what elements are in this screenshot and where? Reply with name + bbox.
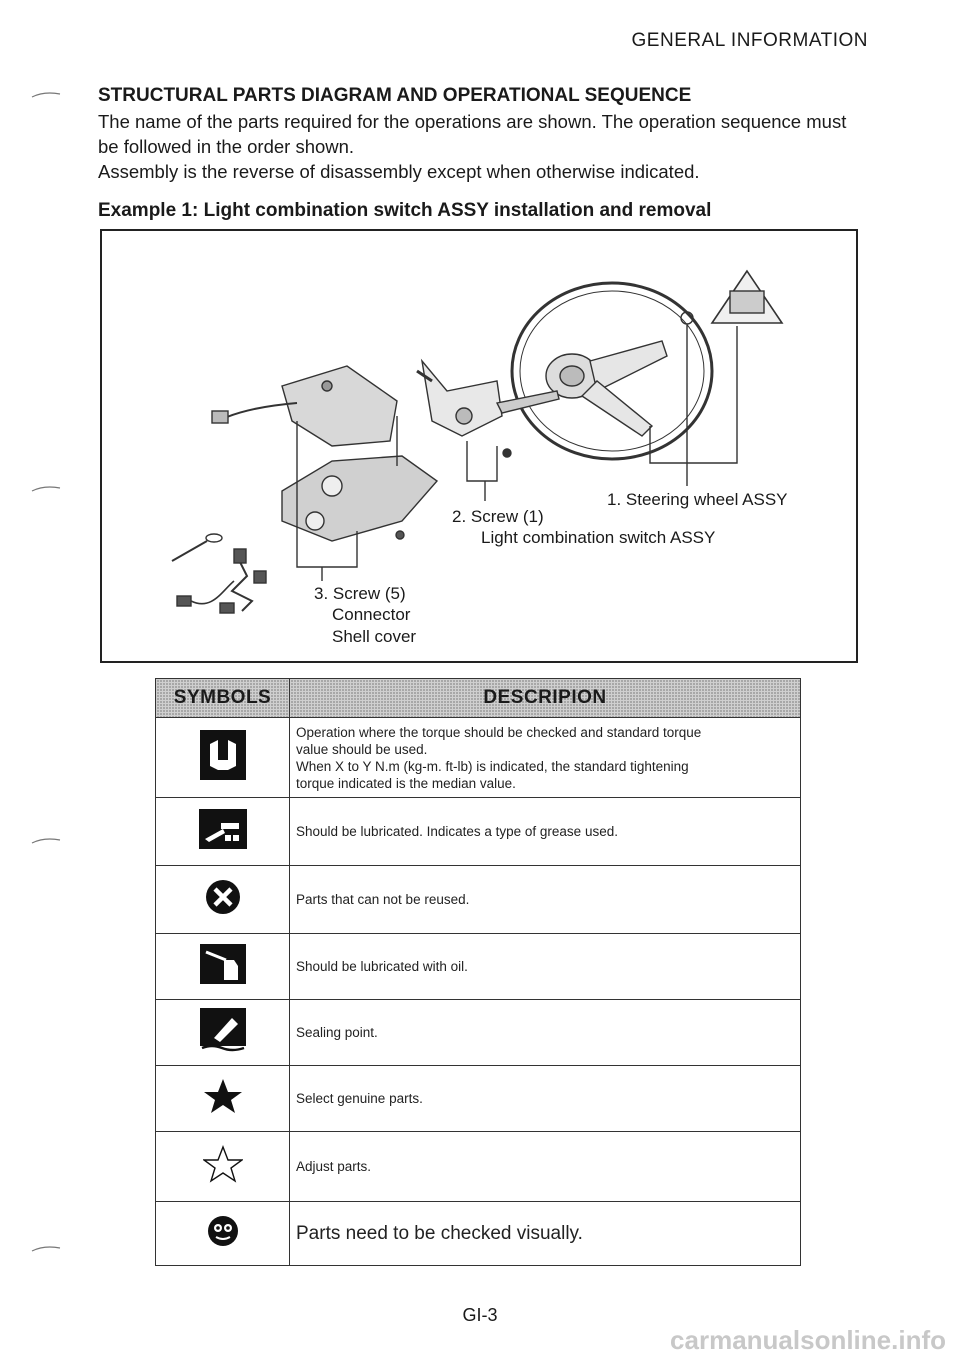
- margin-mark: [30, 1240, 64, 1248]
- symbol-cell: [156, 1132, 290, 1202]
- label-shell-cover: Shell cover: [332, 627, 417, 646]
- sealant-icon: [200, 1008, 246, 1052]
- symbols-header: SYMBOLS: [156, 679, 290, 718]
- symbols-table: [155, 678, 801, 1266]
- exploded-view-illustration: [102, 231, 858, 663]
- outline-star-icon: [203, 1145, 243, 1183]
- label-connector: Connector: [332, 605, 411, 624]
- table-header-row: [156, 679, 801, 718]
- description-line: Sealing point.: [296, 1025, 378, 1040]
- label-screw-5: 3. Screw (5): [314, 584, 406, 603]
- symbol-cell: [156, 1066, 290, 1132]
- symbol-cell: [156, 866, 290, 934]
- description-line: When X to Y N.m (kg-m. ft-lb) is indicated, the standard tightening: [296, 758, 689, 774]
- description-line: Parts need to be checked visually.: [296, 1223, 583, 1244]
- description-line: Should be lubricated with oil.: [296, 959, 468, 974]
- description-line: Adjust parts.: [296, 1159, 372, 1174]
- light-combination-switch: [422, 361, 502, 436]
- description-cell: [290, 1132, 801, 1202]
- table-row: [156, 1202, 801, 1266]
- margin-mark: [30, 480, 64, 488]
- watermark: carmanualsonline.info: [670, 1325, 946, 1355]
- table-row: [156, 798, 801, 866]
- intro-line-1: The name of the parts required for the operations are shown. The operation sequence must: [98, 111, 847, 132]
- intro-text: [98, 109, 888, 184]
- page-number: GI-3: [462, 1305, 498, 1325]
- description-cell: [290, 718, 801, 798]
- margin-mark: [30, 832, 64, 840]
- eye-inspect-icon: [207, 1215, 239, 1247]
- intro-line-3: Assembly is the reverse of disassembly except when otherwise indicated.: [98, 161, 700, 182]
- table-row: [156, 1066, 801, 1132]
- page-title: STRUCTURAL PARTS DIAGRAM AND OPERATIONAL SEQUENCE: [98, 85, 692, 106]
- solid-star-icon: [203, 1077, 243, 1115]
- lower-shell-cover: [282, 456, 437, 541]
- description-cell: [290, 934, 801, 1000]
- description-cell: [290, 1066, 801, 1132]
- symbol-cell: [156, 718, 290, 798]
- oil-can-icon: [200, 944, 246, 984]
- torque-wrench-icon: [200, 730, 246, 780]
- description-cell: [290, 1202, 801, 1266]
- margin-mark: [30, 86, 64, 94]
- grease-gun-icon: [199, 809, 247, 849]
- table-row: [156, 934, 801, 1000]
- example-heading: Example 1: Light combination switch ASSY installation and removal: [98, 200, 712, 221]
- screw-1: [503, 449, 511, 457]
- label-light-switch: Light combination switch ASSY: [481, 528, 716, 547]
- description-line: Should be lubricated. Indicates a type of grease used.: [296, 824, 618, 839]
- description-cell: [290, 798, 801, 866]
- screw-5: [396, 531, 404, 539]
- upper-shell-cover: [282, 366, 397, 446]
- steering-spoke: [590, 341, 667, 391]
- label-steering-wheel: 1. Steering wheel ASSY: [607, 490, 788, 509]
- table-row: [156, 866, 801, 934]
- wiring-harness: [232, 556, 252, 611]
- symbol-cell: [156, 934, 290, 1000]
- table-row: [156, 718, 801, 798]
- description-line: Parts that can not be reused.: [296, 892, 470, 907]
- description-line: Operation where the torque should be checked and standard torque: [296, 724, 702, 740]
- description-line: torque indicated is the median value.: [296, 775, 516, 791]
- table-row: [156, 1000, 801, 1066]
- symbol-cell: [156, 1202, 290, 1266]
- description-header: DESCRIPION: [290, 679, 801, 718]
- description-cell: [290, 1000, 801, 1066]
- parts-diagram: [100, 229, 858, 663]
- description-cell: [290, 866, 801, 934]
- section-header: GENERAL INFORMATION: [631, 30, 868, 51]
- symbol-cell: [156, 798, 290, 866]
- intro-line-2: be followed in the order shown.: [98, 136, 355, 157]
- label-screw-1: 2. Screw (1): [452, 507, 544, 526]
- table-row: [156, 1132, 801, 1202]
- description-line: Select genuine parts.: [296, 1091, 423, 1106]
- no-reuse-icon: [204, 878, 242, 916]
- symbol-cell: [156, 1000, 290, 1066]
- description-line: value should be used.: [296, 741, 428, 757]
